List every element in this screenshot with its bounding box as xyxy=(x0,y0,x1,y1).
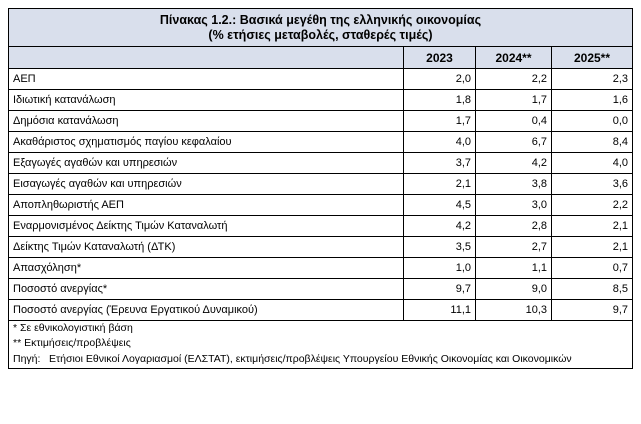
row-label: ΑΕΠ xyxy=(9,69,404,90)
table-title-row xyxy=(9,9,633,47)
source-row xyxy=(9,351,633,369)
economy-table-container xyxy=(8,8,632,369)
table-row xyxy=(9,153,633,174)
value-2023: 3,7 xyxy=(404,153,476,174)
value-2023: 2,0 xyxy=(404,69,476,90)
value-2024: 2,2 xyxy=(476,69,552,90)
row-label: Αποπληθωριστής ΑΕΠ xyxy=(9,195,404,216)
footnote-national-accounts: * Σε εθνικολογιστική βάση xyxy=(9,321,633,336)
value-2025: 0,0 xyxy=(552,111,633,132)
row-label: Ιδιωτική κατανάλωση xyxy=(9,90,404,111)
value-2025: 2,1 xyxy=(552,216,633,237)
value-2024: 6,7 xyxy=(476,132,552,153)
header-2025: 2025** xyxy=(552,47,633,69)
value-2025: 0,7 xyxy=(552,258,633,279)
note-row-1 xyxy=(9,321,633,336)
value-2025: 2,2 xyxy=(552,195,633,216)
value-2023: 1,8 xyxy=(404,90,476,111)
table-header-row xyxy=(9,47,633,69)
value-2023: 1,0 xyxy=(404,258,476,279)
source-key: Πηγή: xyxy=(13,352,41,365)
table-row xyxy=(9,216,633,237)
value-2025: 1,6 xyxy=(552,90,633,111)
table-row xyxy=(9,111,633,132)
value-2024: 2,7 xyxy=(476,237,552,258)
value-2023: 4,5 xyxy=(404,195,476,216)
row-label: Ποσοστό ανεργίας (Έρευνα Εργατικού Δυναμικού) xyxy=(9,300,404,321)
row-label: Εξαγωγές αγαθών και υπηρεσιών xyxy=(9,153,404,174)
source-text: Ετήσιοι Εθνικοί Λογαριασμοί (ΕΛΣΤΑΤ), εκτιμήσεις/προβλέψεις Υπουργείου Εθνικής Οικονομίας και Οικονομικών xyxy=(49,352,572,365)
value-2025: 4,0 xyxy=(552,153,633,174)
value-2025: 2,3 xyxy=(552,69,633,90)
value-2023: 11,1 xyxy=(404,300,476,321)
value-2025: 2,1 xyxy=(552,237,633,258)
table-row xyxy=(9,132,633,153)
value-2025: 8,5 xyxy=(552,279,633,300)
value-2023: 3,5 xyxy=(404,237,476,258)
value-2023: 1,7 xyxy=(404,111,476,132)
value-2023: 9,7 xyxy=(404,279,476,300)
header-2024: 2024** xyxy=(476,47,552,69)
value-2024: 9,0 xyxy=(476,279,552,300)
table-row xyxy=(9,195,633,216)
table-row xyxy=(9,237,633,258)
value-2024: 2,8 xyxy=(476,216,552,237)
value-2025: 3,6 xyxy=(552,174,633,195)
table-title xyxy=(9,9,633,47)
row-label: Δείκτης Τιμών Καταναλωτή (ΔΤΚ) xyxy=(9,237,404,258)
value-2023: 2,1 xyxy=(404,174,476,195)
value-2024: 0,4 xyxy=(476,111,552,132)
value-2025: 9,7 xyxy=(552,300,633,321)
row-label: Εισαγωγές αγαθών και υπηρεσιών xyxy=(9,174,404,195)
table-row xyxy=(9,90,633,111)
value-2025: 8,4 xyxy=(552,132,633,153)
row-label: Δημόσια κατανάλωση xyxy=(9,111,404,132)
value-2024: 10,3 xyxy=(476,300,552,321)
header-label-cell xyxy=(9,47,404,69)
economy-indicators-table xyxy=(8,8,633,369)
table-row xyxy=(9,300,633,321)
header-2023: 2023 xyxy=(404,47,476,69)
row-label: Απασχόληση* xyxy=(9,258,404,279)
row-label: Ακαθάριστος σχηματισμός παγίου κεφαλαίου xyxy=(9,132,404,153)
value-2024: 3,0 xyxy=(476,195,552,216)
note-row-2 xyxy=(9,336,633,351)
footnote-estimates: ** Εκτιμήσεις/προβλέψεις xyxy=(9,336,633,351)
value-2024: 1,7 xyxy=(476,90,552,111)
value-2023: 4,2 xyxy=(404,216,476,237)
table-body xyxy=(9,69,633,321)
table-title-line1: Πίνακας 1.2.: Βασικά μεγέθη της ελληνικής οικονομίας xyxy=(159,12,482,27)
table-row xyxy=(9,279,633,300)
table-row xyxy=(9,69,633,90)
row-label: Ποσοστό ανεργίας* xyxy=(9,279,404,300)
table-title-line2: (% ετήσιες μεταβολές, σταθερές τιμές) xyxy=(208,27,433,42)
source-cell xyxy=(9,351,633,369)
value-2024: 3,8 xyxy=(476,174,552,195)
value-2023: 4,0 xyxy=(404,132,476,153)
table-row xyxy=(9,258,633,279)
row-label: Εναρμονισμένος Δείκτης Τιμών Καταναλωτή xyxy=(9,216,404,237)
value-2024: 4,2 xyxy=(476,153,552,174)
value-2024: 1,1 xyxy=(476,258,552,279)
table-row xyxy=(9,174,633,195)
